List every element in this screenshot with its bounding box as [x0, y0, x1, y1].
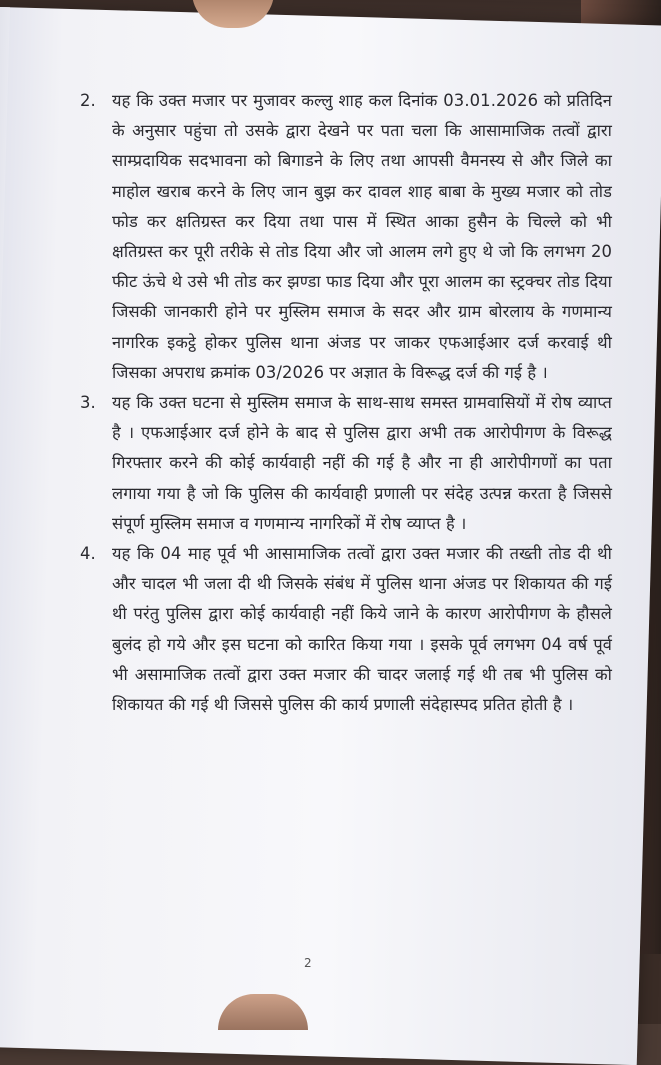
paragraph-number: 3.: [80, 393, 96, 413]
paragraph-number: 4.: [80, 544, 96, 564]
sheet-edge: [0, 6, 10, 1047]
paragraph-number: 2.: [80, 91, 96, 110]
paragraph-4: [80, 539, 612, 720]
paragraph-text: यह कि उक्त घटना से मुस्लिम समाज के साथ-साथ समस्त ग्रामवासियों में रोष व्याप्त है । एफआईआर दर्ज होने के बाद से पुलिस द्वारा अभी तक आरोपीगण के विरूद्ध गिरफ्तार करने की कोई कार्यवाही नहीं की गई है और ना ही आरोपीगणों का पता लगाया गया है जो कि पुलिस की कार्यवाही प्रणाली पर संदेह उत्पन्न करता है जिससे संपूर्ण मुस्लिम समाज व गणमान्य नागरिकों में रोष व्याप्त है ।: [112, 393, 612, 533]
document-content: [80, 86, 612, 720]
page-number: 2: [304, 956, 312, 970]
paragraph-text: यह कि उक्त मजार पर मुजावर कल्लु शाह कल दिनांक 03.01.2026 को प्रतिदिन के अनुसार पहुंचा तो उसके द्वारा देखने पर पता चला कि आसामाजिक तत्वों द्वारा साम्प्रदायिक सदभावना को बिगाडने के लिए तथा आपसी वैमनस्य से और जिले का माहोल खराब करने के लिए जान बुझ कर दावल शाह बाबा के मुख्य मजार को तोड फोड कर क्षतिग्रस्त कर दिया तथा पास में स्थित आका हुसैन के चिल्ले को भी क्षतिग्रस्त कर पूरी तरीके से तोड दिया और जो आलम लगे हुए थे जो कि लगभग 20 फीट ऊंचे थे उसे भी तोड कर झण्डा फाड दिया और पूरा आलम का स्ट्रक्चर तोड दिया जिसकी जानकारी होने पर मुस्लिम समाज के सदर और ग्राम बोरलाय के गणमान्य नागरिक इकट्ठे होकर पुलिस थाना अंजड पर जाकर एफआईआर दर्ज करवाई थी जिसका अपराध क्रमांक 03/2026 पर अज्ञात के विरूद्ध दर्ज की गई है ।: [112, 91, 612, 382]
paragraph-3: [80, 388, 612, 539]
paragraph-text: यह कि 04 माह पूर्व भी आसामाजिक तत्वों द्वारा उक्त मजार की तख्ती तोड दी थी और चादल भी जला दी थी जिसके संबंध में पुलिस थाना अंजड पर शिकायत की गई थी परंतु पुलिस द्वारा कोई कार्यवाही नहीं किये जाने के कारण आरोपीगण के हौसले बुलंद हो गये और इस घटना को कारित किया गया । इसके पूर्व लगभग 04 वर्ष पूर्व भी असामाजिक तत्वों द्वारा उक्त मजार की चादर जलाई गई थी तब भी पुलिस को शिकायत की गई थी जिससे पुलिस की कार्य प्रणाली संदेहास्पद प्रतित होती है ।: [112, 544, 612, 715]
paragraph-2: [80, 86, 612, 388]
